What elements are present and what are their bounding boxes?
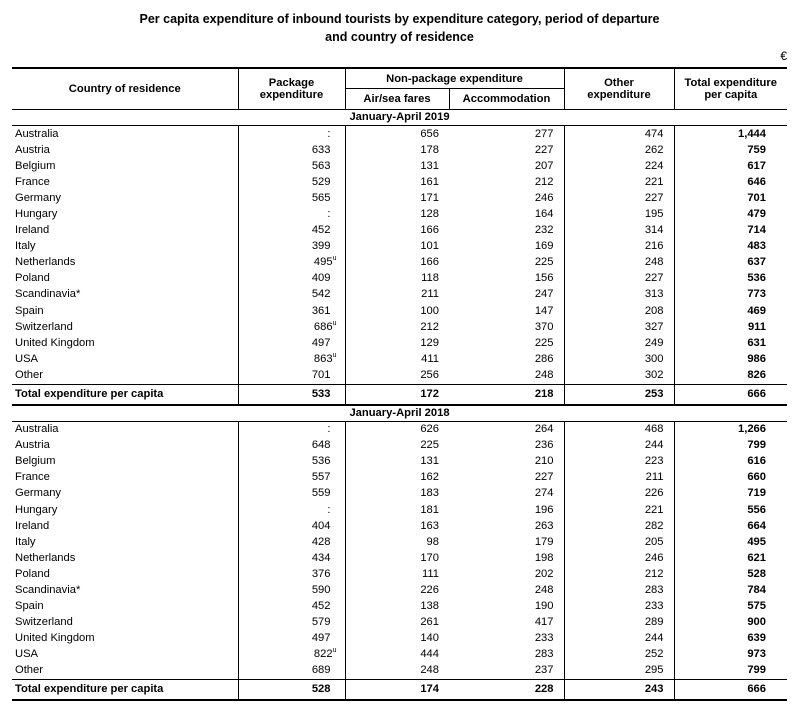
airsea-cell: 256 (345, 367, 449, 384)
total-accommodation-cell: 218 (449, 384, 564, 405)
other-cell: 205 (564, 534, 674, 550)
package-cell (238, 566, 345, 582)
accommodation-cell: 274 (534, 487, 554, 500)
accommodation-cell: 417 (534, 616, 554, 629)
accommodation-cell: 283 (534, 648, 554, 661)
package-value: 557 (311, 471, 331, 484)
other-cell: 468 (564, 421, 674, 438)
other-cell: 224 (564, 158, 674, 174)
other-cell: 249 (564, 335, 674, 351)
total-cell: 826 (674, 367, 787, 384)
accommodation-cell: 198 (534, 551, 554, 564)
other-cell: 244 (564, 631, 674, 647)
package-cell (238, 190, 345, 206)
other-cell: 248 (564, 255, 674, 271)
country-cell: Germany (15, 487, 62, 500)
package-value: 404 (311, 519, 331, 532)
country-cell: Poland (15, 567, 50, 580)
package-value: 409 (311, 272, 331, 285)
package-cell (238, 438, 345, 454)
table-row (12, 335, 787, 351)
other-cell: 208 (564, 303, 674, 319)
airsea-cell: 162 (345, 470, 449, 486)
accommodation-cell: 277 (534, 127, 554, 140)
table-row (12, 421, 787, 438)
total-cell: 719 (674, 486, 787, 502)
package-cell (238, 319, 345, 335)
table-row (12, 174, 787, 190)
country-cell: Australia (15, 127, 59, 140)
total-cell: 637 (674, 255, 787, 271)
total-cell: 639 (674, 631, 787, 647)
airsea-cell: 129 (345, 335, 449, 351)
other-cell: 282 (564, 518, 674, 534)
airsea-cell: 111 (345, 566, 449, 582)
package-cell (238, 615, 345, 631)
airsea-cell: 161 (345, 174, 449, 190)
airsea-cell: 101 (345, 239, 449, 255)
header-airsea: Air/sea fares (345, 89, 449, 110)
accommodation-cell: 210 (534, 455, 554, 468)
total-cell: 556 (674, 502, 787, 518)
accommodation-cell: 227 (534, 471, 554, 484)
total-cell: 479 (674, 206, 787, 222)
title-line-2: and country of residence (325, 30, 474, 44)
airsea-cell: 171 (345, 190, 449, 206)
accommodation-cell: 207 (534, 159, 554, 172)
country-cell: Scandinavia* (15, 288, 81, 301)
accommodation-cell: 147 (534, 304, 554, 317)
table-row (12, 647, 787, 663)
accommodation-cell: 286 (534, 352, 554, 365)
accommodation-cell: 179 (534, 535, 554, 548)
total-airsea-cell: 174 (345, 680, 449, 701)
table-row (12, 367, 787, 384)
accommodation-cell: 246 (534, 191, 554, 204)
total-total-cell: 666 (674, 680, 787, 701)
package-value: 361 (311, 304, 331, 317)
total-cell: 759 (674, 142, 787, 158)
table-row (12, 631, 787, 647)
airsea-cell: 166 (345, 255, 449, 271)
package-cell (238, 271, 345, 287)
total-total-cell: 666 (674, 384, 787, 405)
country-cell: Spain (15, 600, 44, 613)
accommodation-cell: 236 (534, 439, 554, 452)
airsea-cell: 140 (345, 631, 449, 647)
total-cell: 483 (674, 239, 787, 255)
other-cell: 289 (564, 615, 674, 631)
country-cell: Other (15, 664, 43, 677)
country-cell: Poland (15, 272, 50, 285)
other-cell: 300 (564, 351, 674, 367)
other-cell: 211 (564, 470, 674, 486)
package-cell (238, 287, 345, 303)
country-cell: Belgium (15, 455, 56, 468)
total-cell: 660 (674, 470, 787, 486)
accommodation-cell: 212 (534, 175, 554, 188)
airsea-cell: 212 (345, 319, 449, 335)
period-label: January-April 2018 (12, 405, 787, 422)
table-row (12, 550, 787, 566)
package-value: : (327, 503, 331, 516)
total-cell: 575 (674, 599, 787, 615)
airsea-cell: 100 (345, 303, 449, 319)
other-cell: 314 (564, 223, 674, 239)
other-cell: 221 (564, 174, 674, 190)
table-row (12, 319, 787, 335)
airsea-cell: 261 (345, 615, 449, 631)
unreliable-flag: u (332, 351, 337, 359)
total-package-cell: 533 (238, 384, 345, 405)
package-value: 559 (311, 487, 331, 500)
total-cell: 986 (674, 351, 787, 367)
accommodation-cell: 247 (534, 288, 554, 301)
package-value: 434 (311, 551, 331, 564)
country-cell: Italy (15, 535, 36, 548)
package-cell (238, 486, 345, 502)
other-cell: 302 (564, 367, 674, 384)
total-accommodation-cell: 228 (449, 680, 564, 701)
table-row (12, 351, 787, 367)
package-value: : (327, 208, 331, 221)
country-cell: USA (15, 352, 39, 365)
total-cell: 900 (674, 615, 787, 631)
other-cell: 252 (564, 647, 674, 663)
total-cell: 536 (674, 271, 787, 287)
package-value: 648 (311, 439, 331, 452)
airsea-cell: 131 (345, 158, 449, 174)
airsea-cell: 178 (345, 142, 449, 158)
table-row (12, 271, 787, 287)
header-country: Country of residence (12, 68, 238, 110)
airsea-cell: 163 (345, 518, 449, 534)
table-body (12, 110, 787, 701)
airsea-cell: 98 (345, 534, 449, 550)
table-row (12, 599, 787, 615)
accommodation-cell: 248 (534, 583, 554, 596)
currency-label: € (780, 49, 787, 63)
package-value: 497 (311, 632, 331, 645)
country-cell: United Kingdom (15, 336, 95, 349)
accommodation-cell: 370 (534, 320, 554, 333)
total-label-cell: Total expenditure per capita (12, 680, 238, 701)
table-row (12, 566, 787, 582)
airsea-cell: 656 (345, 126, 449, 143)
package-cell (238, 335, 345, 351)
table-row (12, 223, 787, 239)
table-row (12, 615, 787, 631)
total-airsea-cell: 172 (345, 384, 449, 405)
package-value: : (327, 127, 331, 140)
title-line-1: Per capita expenditure of inbound tourists by expenditure category, period of departure (139, 12, 660, 26)
other-cell: 295 (564, 663, 674, 680)
total-cell: 784 (674, 582, 787, 598)
table-row (12, 158, 787, 174)
package-cell (238, 126, 345, 143)
country-cell: United Kingdom (15, 632, 95, 645)
page-title (0, 10, 799, 46)
unreliable-flag: u (332, 647, 337, 655)
country-cell: Ireland (15, 519, 50, 532)
other-cell: 212 (564, 566, 674, 582)
country-cell: USA (15, 648, 39, 661)
other-cell: 313 (564, 287, 674, 303)
country-cell: Netherlands (15, 551, 76, 564)
header-total: Total expenditure per capita (674, 68, 787, 110)
airsea-cell: 226 (345, 582, 449, 598)
package-cell (238, 502, 345, 518)
package-value: 428 (311, 535, 331, 548)
country-cell: Other (15, 368, 43, 381)
accommodation-cell: 227 (534, 143, 554, 156)
other-cell: 221 (564, 502, 674, 518)
package-value: 536 (311, 455, 331, 468)
package-cell (238, 223, 345, 239)
package-value: 822 (313, 648, 333, 661)
package-cell (238, 206, 345, 222)
country-cell: Ireland (15, 224, 50, 237)
accommodation-cell: 190 (534, 600, 554, 613)
package-cell (238, 421, 345, 438)
total-cell: 646 (674, 174, 787, 190)
package-cell (238, 599, 345, 615)
total-cell: 799 (674, 438, 787, 454)
package-value: 689 (311, 664, 331, 677)
total-package-cell: 528 (238, 680, 345, 701)
package-value: 863 (313, 352, 333, 365)
accommodation-cell: 225 (534, 256, 554, 269)
total-other-cell: 253 (564, 384, 674, 405)
country-cell: France (15, 471, 50, 484)
unreliable-flag: u (332, 319, 337, 327)
total-row (12, 680, 787, 701)
table-row (12, 190, 787, 206)
table-row (12, 142, 787, 158)
accommodation-cell: 164 (534, 208, 554, 221)
total-row (12, 384, 787, 405)
total-label-cell: Total expenditure per capita (12, 384, 238, 405)
package-value: : (327, 423, 331, 436)
package-value: 399 (311, 240, 331, 253)
header-accommodation: Accommodation (449, 89, 564, 110)
period-header-row (12, 405, 787, 422)
table-row (12, 255, 787, 271)
table-row (12, 470, 787, 486)
country-cell: Belgium (15, 159, 56, 172)
airsea-cell: 248 (345, 663, 449, 680)
airsea-cell: 211 (345, 287, 449, 303)
package-value: 633 (311, 143, 331, 156)
airsea-cell: 118 (345, 271, 449, 287)
other-cell: 216 (564, 239, 674, 255)
country-cell: Hungary (15, 503, 58, 516)
airsea-cell: 181 (345, 502, 449, 518)
package-cell (238, 550, 345, 566)
total-cell: 495 (674, 534, 787, 550)
country-cell: Austria (15, 143, 50, 156)
package-cell (238, 647, 345, 663)
expenditure-table (12, 67, 787, 701)
package-value: 701 (311, 368, 331, 381)
table-row (12, 582, 787, 598)
package-value: 529 (311, 175, 331, 188)
table-row (12, 486, 787, 502)
total-cell: 714 (674, 223, 787, 239)
total-cell: 799 (674, 663, 787, 680)
accommodation-cell: 169 (534, 240, 554, 253)
package-cell (238, 470, 345, 486)
unreliable-flag: u (332, 255, 337, 263)
period-label: January-April 2019 (12, 110, 787, 126)
package-cell (238, 663, 345, 680)
package-value: 452 (311, 224, 331, 237)
country-cell: Italy (15, 240, 36, 253)
accommodation-cell: 263 (534, 519, 554, 532)
total-cell: 528 (674, 566, 787, 582)
package-cell (238, 174, 345, 190)
airsea-cell: 225 (345, 438, 449, 454)
total-cell: 911 (674, 319, 787, 335)
airsea-cell: 626 (345, 421, 449, 438)
airsea-cell: 128 (345, 206, 449, 222)
country-cell: Australia (15, 423, 59, 436)
table-row (12, 206, 787, 222)
other-cell: 195 (564, 206, 674, 222)
country-cell: Netherlands (15, 256, 76, 269)
table-row (12, 438, 787, 454)
table-row (12, 663, 787, 680)
airsea-cell: 411 (345, 351, 449, 367)
accommodation-cell: 225 (534, 336, 554, 349)
accommodation-cell: 196 (534, 503, 554, 516)
total-cell: 1,444 (674, 126, 787, 143)
package-value: 579 (311, 616, 331, 629)
country-cell: France (15, 175, 50, 188)
table-row (12, 534, 787, 550)
package-cell (238, 255, 345, 271)
table-row (12, 287, 787, 303)
package-cell (238, 534, 345, 550)
header-other: Other expenditure (564, 68, 674, 110)
other-cell: 474 (564, 126, 674, 143)
period-header-row (12, 110, 787, 126)
table-row (12, 454, 787, 470)
other-cell: 327 (564, 319, 674, 335)
country-cell: Spain (15, 304, 44, 317)
accommodation-cell: 232 (534, 224, 554, 237)
total-cell: 617 (674, 158, 787, 174)
airsea-cell: 183 (345, 486, 449, 502)
table-row (12, 126, 787, 143)
country-cell: Scandinavia* (15, 583, 81, 596)
country-cell: Germany (15, 191, 62, 204)
other-cell: 227 (564, 271, 674, 287)
package-value: 376 (311, 567, 331, 580)
table-row (12, 303, 787, 319)
package-cell (238, 454, 345, 470)
accommodation-cell: 233 (534, 632, 554, 645)
accommodation-cell: 248 (534, 368, 554, 381)
country-cell: Switzerland (15, 320, 73, 333)
accommodation-cell: 264 (534, 423, 554, 436)
other-cell: 227 (564, 190, 674, 206)
other-cell: 283 (564, 582, 674, 598)
package-cell (238, 631, 345, 647)
country-cell: Hungary (15, 208, 58, 221)
other-cell: 233 (564, 599, 674, 615)
other-cell: 244 (564, 438, 674, 454)
header-package: Package expenditure (238, 68, 345, 110)
package-cell (238, 518, 345, 534)
package-value: 686 (313, 320, 333, 333)
package-value: 590 (311, 583, 331, 596)
package-value: 563 (311, 159, 331, 172)
package-cell (238, 239, 345, 255)
table-row (12, 518, 787, 534)
airsea-cell: 138 (345, 599, 449, 615)
country-cell: Austria (15, 439, 50, 452)
total-cell: 701 (674, 190, 787, 206)
total-cell: 664 (674, 518, 787, 534)
header-non-package: Non-package expenditure (345, 68, 564, 89)
total-cell: 773 (674, 287, 787, 303)
package-value: 542 (311, 288, 331, 301)
accommodation-cell: 237 (534, 664, 554, 677)
other-cell: 226 (564, 486, 674, 502)
other-cell: 223 (564, 454, 674, 470)
airsea-cell: 444 (345, 647, 449, 663)
package-value: 497 (311, 336, 331, 349)
accommodation-cell: 202 (534, 567, 554, 580)
package-value: 452 (311, 600, 331, 613)
accommodation-cell: 156 (534, 272, 554, 285)
package-cell (238, 367, 345, 384)
country-cell: Switzerland (15, 616, 73, 629)
total-cell: 631 (674, 335, 787, 351)
airsea-cell: 131 (345, 454, 449, 470)
package-cell (238, 303, 345, 319)
package-cell (238, 158, 345, 174)
package-value: 565 (311, 191, 331, 204)
table-row (12, 502, 787, 518)
package-cell (238, 351, 345, 367)
table-row (12, 239, 787, 255)
total-cell: 973 (674, 647, 787, 663)
total-cell: 616 (674, 454, 787, 470)
total-cell: 621 (674, 550, 787, 566)
total-cell: 1,266 (674, 421, 787, 438)
package-cell (238, 142, 345, 158)
total-other-cell: 243 (564, 680, 674, 701)
other-cell: 246 (564, 550, 674, 566)
total-cell: 469 (674, 303, 787, 319)
airsea-cell: 170 (345, 550, 449, 566)
package-cell (238, 582, 345, 598)
other-cell: 262 (564, 142, 674, 158)
airsea-cell: 166 (345, 223, 449, 239)
package-value: 495 (313, 256, 333, 269)
